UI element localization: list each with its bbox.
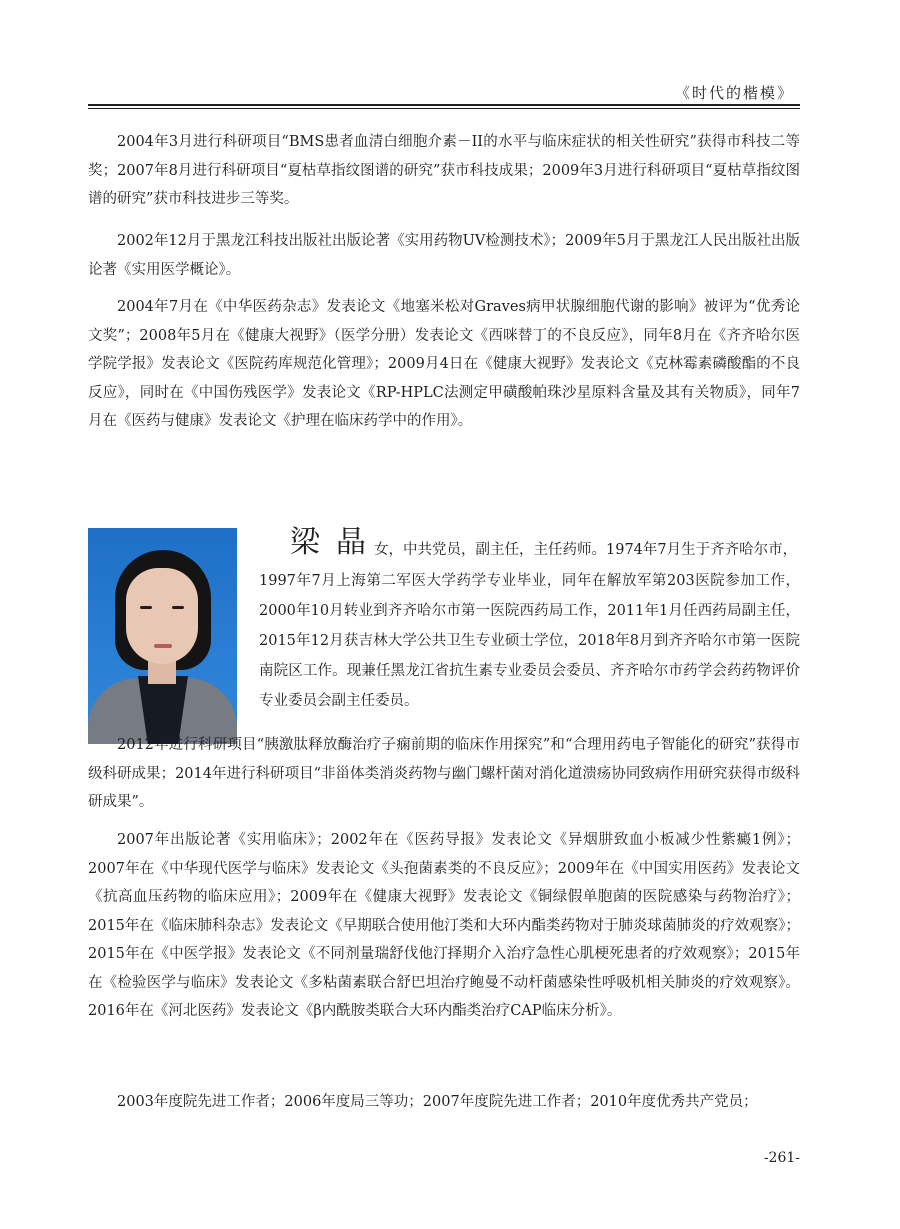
paragraph-publications: 2004年7月在《中华医药杂志》发表论文《地塞米松对Graves病甲状腺细胞代谢的影响》被评为“优秀论文奖”；2008年5月在《健康大视野》（医学分册）发表论文《西咪替丁的不良反应》，同年8月在《齐齐哈尔医学院学报》发表论文《医院药库规范化管理》；2009月4日在《健康大视野》发表论文《克林霉素磷酸酯的不良反应》，同时在《中国伤残医学》发表论文《RP-HPLC法测定甲磺酸帕珠沙星原料含量及其有关物质》，同年7月在《医药与健康》发表论文《护理在临床药学中的作用》。 xyxy=(88,299,800,429)
bio-body: 1997年7月上海第二军医大学药学专业毕业，同年在解放军第203医院参加工作，2000年10月转业到齐齐哈尔市第一医院西药局工作，2011年1月任西药局副主任，2015年12月获吉林大学公共卫生专业硕士学位，2018年8月到齐齐哈尔市第一医院南院区工作。现兼任黑龙江省抗生素专业委员会委员、齐齐哈尔市药学会药药物评价专业委员会副主任委员。 xyxy=(259,573,800,709)
paragraph-bio-research: 2012年进行科研项目“胰激肽释放酶治疗子痫前期的临床作用探究”和“合理用药电子智能化的研究”获得市级科研成果；2014年进行科研项目“非甾体类消炎药物与幽门螺杆菌对消化道溃疡协同致病作用研究获得市级科研成果”。 xyxy=(88,737,800,810)
page-header xyxy=(88,82,800,110)
bio-intro: 女，中共党员，副主任，主任药师。1974年7月生于齐齐哈尔市， xyxy=(374,542,798,558)
paragraph-bio-honors: 2003年度院先进工作者；2006年度局三等功；2007年度院先进工作者；2010年度优秀共产党员； xyxy=(117,1094,758,1110)
paragraph-research-awards: 2004年3月进行科研项目“BMS患者血清白细胞介素－II的水平与临床症状的相关性研究”获得市科技二等奖；2007年8月进行科研项目“夏枯草指纹图谱的研究”获市科技成果；2009年3月进行科研项目“夏枯草指纹图谱的研究”获市科技进步三等奖。 xyxy=(88,134,800,207)
portrait-photo xyxy=(88,528,237,744)
paragraph-monographs: 2002年12月于黑龙江科技出版社出版论著《实用药物UV检测技术》；2009年5月于黑龙江人民出版社出版论著《实用医学概论》。 xyxy=(88,233,800,278)
running-title: 《时代的楷模》 xyxy=(674,84,794,102)
header-rule-thin xyxy=(88,108,800,109)
header-rule-thick xyxy=(88,104,800,106)
page-number: -261- xyxy=(763,1150,800,1166)
paragraph-bio-publications: 2007年出版论著《实用临床》；2002年在《医药导报》发表论文《异烟肼致血小板减少性紫癜1例》；2007年在《中华现代医学与临床》发表论文《头孢菌素类的不良反应》；2009年在《中国实用医药》发表论文《抗高血压药物的临床应用》；2009年在《健康大视野》发表论文《铜绿假单胞菌的医院感染与药物治疗》；2015年在《临床肺科杂志》发表论文《早期联合使用他汀类和大环内酯类药物对于肺炎球菌肺炎的疗效观察》；2015年在《中医学报》发表论文《不同剂量瑞舒伐他汀择期介入治疗急性心肌梗死患者的疗效观察》；2015年在《检验医学与临床》发表论文《多粘菌素联合舒巴坦治疗鲍曼不动杆菌感染性呼吸机相关肺炎的疗效观察》。2016年在《河北医药》发表论文《β内酰胺类联合大环内酯类治疗CAP临床分析》。 xyxy=(88,832,800,1019)
bio-name: 梁晶 xyxy=(290,525,382,560)
